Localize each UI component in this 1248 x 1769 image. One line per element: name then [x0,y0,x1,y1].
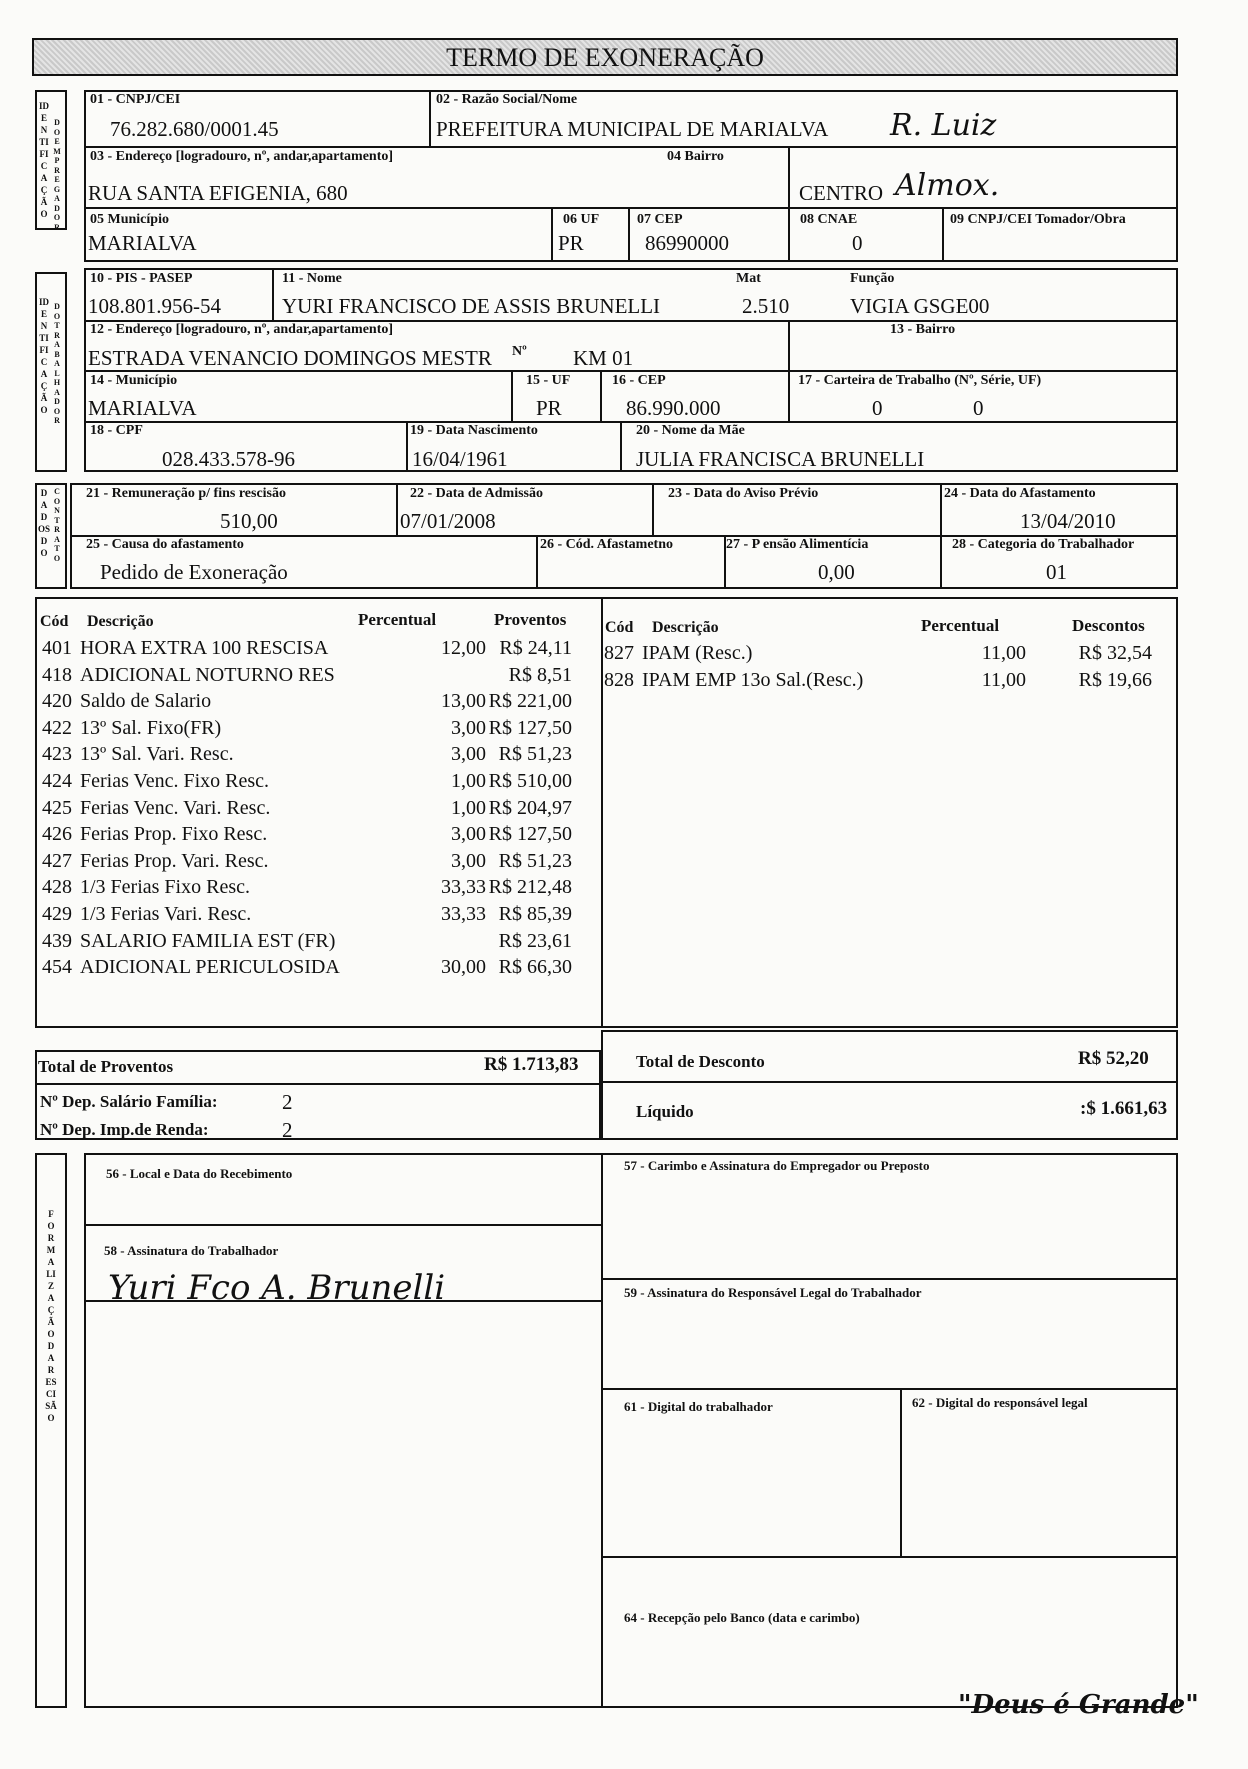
employer-cnpj-label: 01 - CNPJ/CEI [90,92,181,107]
contract-pensao: 0,00 [818,560,855,584]
item-value: R$ 221,00 [488,690,572,713]
employer-municipio-label: 05 Município [90,212,169,227]
item-description: HORA EXTRA 100 RESCISA [80,637,329,659]
item-description: Ferias Prop. Vari. Resc. [80,849,269,872]
item-description: 13º Sal. Fixo(FR) [80,716,222,739]
contract-remuneracao-label: 21 - Remuneração p/ fins rescisão [86,486,286,501]
item-percentual: 33,33 [441,876,486,899]
employer-uf: PR [558,231,584,255]
table-row [42,768,572,794]
item-description: Ferias Prop. Fixo Resc. [80,823,268,846]
worker-mat: 2.510 [742,294,790,318]
item-value: R$ 66,30 [498,956,572,979]
worker-ctps-numero: 0 [872,396,883,420]
descontos-header-desc: Descrição [652,619,719,636]
contract-pensao-label: 27 - P ensão Alimentícia [726,537,869,552]
total-desconto: R$ 52,20 [1078,1048,1149,1069]
item-percentual: 3,00 [451,716,486,739]
proventos-header-val: Proventos [494,610,567,629]
dep-familia: 2 [282,1090,293,1114]
worker-nome-label: 11 - Nome [282,271,342,286]
proventos-header-cod: Cód [40,613,69,630]
item-code: 427 [42,849,72,872]
worker-mae-label: 20 - Nome da Mãe [636,423,745,438]
total-desconto-label: Total de Desconto [636,1052,765,1071]
item-code: 425 [42,796,72,819]
item-percentual: 11,00 [981,642,1026,664]
table-row [42,688,572,714]
footer-note: "Deus é Grande" [958,1690,1199,1720]
item-percentual: 3,00 [451,849,486,872]
employer-side-label-2: DO EMPREGADOR [53,118,61,232]
item-description: 13º Sal. Vari. Resc. [80,743,234,766]
item-description: Ferias Venc. Vari. Resc. [80,796,271,819]
worker-pis-label: 10 - PIS - PASEP [90,271,193,286]
item-value: R$ 85,39 [498,903,572,925]
worker-endereco-label: 12 - Endereço [logradouro, nº, andar,apartamento] [90,322,394,337]
contract-categoria: 01 [1046,560,1067,584]
item-value: R$ 8,51 [508,663,572,686]
item-description: IPAM EMP 13o Sal.(Resc.) [642,668,864,691]
dep-familia-label: Nº Dep. Salário Família: [40,1092,218,1111]
item-code: 429 [42,903,72,925]
worker-cep-label: 16 - CEP [612,373,666,388]
employer-bairro-label: 04 Bairro [667,149,724,164]
item-description: IPAM (Resc.) [642,642,753,664]
item-code: 827 [604,642,634,664]
item-code: 428 [42,876,72,899]
item-value: R$ 127,50 [488,823,572,846]
employer-side-label-1: IDENTIFICAÇÃO [38,101,49,219]
contract-categoria-label: 28 - Categoria do Trabalhador [952,537,1135,552]
item-description: 1/3 Ferias Vari. Resc. [80,903,252,925]
employer-endereco-label: 03 - Endereço [logradouro, nº, andar,apartamento] [90,149,394,164]
employer-uf-label: 06 UF [563,212,600,227]
contract-admissao: 07/01/2008 [400,509,496,533]
item-value: R$ 51,23 [498,743,572,766]
item-percentual: 1,00 [451,770,486,792]
employer-tomador-label: 09 CNPJ/CEI Tomador/Obra [950,212,1126,227]
contract-side-label-2: CONTRATO [53,487,61,563]
worker-municipio: MARIALVA [88,396,197,420]
worker-uf: PR [536,396,562,420]
worker-nascimento-label: 19 - Data Nascimento [410,423,538,438]
item-percentual: 13,00 [441,690,486,713]
formalizacao-side-label: FORMALIZAÇÃO DA RESCISÃO [45,1209,57,1423]
item-value: R$ 24,11 [499,637,572,659]
item-code: 426 [42,823,72,846]
worker-funcao-label: Função [850,271,895,286]
worker-cep: 86.990.000 [626,396,721,420]
item-code: 401 [42,637,72,659]
table-row [42,848,572,874]
worker-cpf: 028.433.578-96 [162,447,295,471]
worker-nome: YURI FRANCISCO DE ASSIS BRUNELLI [282,294,661,318]
item-percentual: 1,00 [451,796,486,819]
item-code: 422 [42,716,72,739]
descontos-header-val: Descontos [1072,616,1145,635]
employer-box [84,90,1178,262]
item-value: R$ 19,66 [1078,668,1152,691]
total-proventos: R$ 1.713,83 [484,1054,579,1075]
employer-signature-2: Almox. [895,168,1000,203]
contract-remuneracao: 510,00 [220,509,278,533]
employer-endereco: RUA SANTA EFIGENIA, 680 [88,181,348,205]
worker-numero: KM 01 [573,346,634,370]
proventos-header-desc: Descrição [87,613,154,630]
item-percentual: 11,00 [981,668,1026,691]
item-percentual: 30,00 [441,956,486,979]
item-percentual: 3,00 [451,823,486,846]
liquido-label: Líquido [636,1102,694,1121]
item-value: R$ 127,50 [488,716,572,739]
item-code: 439 [42,929,72,952]
item-value: R$ 510,00 [488,770,572,792]
table-row [42,662,572,688]
worker-signature: Yuri Fco A. Brunelli [108,1268,446,1308]
employer-signature-1: R. Luiz [890,108,997,143]
local-data-label: 56 - Local e Data do Recebimento [106,1166,293,1181]
table-row [42,954,572,980]
worker-mae: JULIA FRANCISCA BRUNELLI [636,447,925,471]
table-row [42,928,572,954]
employer-razao-label: 02 - Razão Social/Nome [436,92,578,107]
worker-side-label-1: IDENTIFICAÇÃO [38,297,49,415]
item-description: ADICIONAL NOTURNO RES [80,663,335,686]
item-code: 828 [604,668,634,691]
carimbo-empregador-label: 57 - Carimbo e Assinatura do Empregador ou Preposto [624,1158,930,1173]
worker-numero-label: Nº [512,344,527,359]
dep-renda-label: Nº Dep. Imp.de Renda: [40,1120,209,1139]
descontos-header-pct: Percentual [921,616,1000,635]
contract-afastamento-label: 24 - Data do Afastamento [944,486,1096,501]
worker-nascimento: 16/04/1961 [412,447,508,471]
item-description: Saldo de Salario [80,690,212,713]
total-proventos-label: Total de Proventos [38,1057,174,1076]
contract-causa-label: 25 - Causa do afastamento [86,537,244,552]
table-row [42,635,572,661]
dep-renda: 2 [282,1118,293,1142]
item-value: R$ 23,61 [498,929,572,952]
employer-municipio: MARIALVA [88,231,197,255]
contract-afastamento: 13/04/2010 [1020,509,1116,533]
item-percentual: 3,00 [451,743,486,766]
responsavel-legal-label: 59 - Assinatura do Responsável Legal do Trabalhador [624,1285,922,1300]
item-percentual: 12,00 [441,637,486,659]
table-row [42,795,572,821]
item-description: ADICIONAL PERICULOSIDA [80,956,340,979]
employer-razao: PREFEITURA MUNICIPAL DE MARIALVA [436,117,829,141]
recepcao-banco-label: 64 - Recepção pelo Banco (data e carimbo) [624,1610,860,1625]
document-title: TERMO DE EXONERAÇÃO [32,38,1178,76]
employer-cnae: 0 [852,231,863,255]
employer-cep-label: 07 CEP [637,212,683,227]
contract-side-label-1: DADOS DO [38,488,51,558]
table-row [42,821,572,847]
item-percentual: 33,33 [441,903,486,925]
table-row [604,640,1152,666]
worker-side-label-2: DO TRABALHADOR [53,302,61,425]
worker-endereco: ESTRADA VENANCIO DOMINGOS MESTR [88,346,492,370]
table-row [42,901,572,927]
worker-pis: 108.801.956-54 [88,294,221,318]
item-code: 420 [42,690,72,713]
item-description: SALARIO FAMILIA EST (FR) [80,929,336,952]
item-code: 418 [42,663,72,686]
employer-cnae-label: 08 CNAE [800,212,858,227]
contract-causa: Pedido de Exoneração [100,560,288,584]
contract-aviso-label: 23 - Data do Aviso Prévio [668,486,819,501]
worker-cpf-label: 18 - CPF [90,423,143,438]
worker-ctps-serie: 0 [973,396,984,420]
worker-uf-label: 15 - UF [526,373,571,388]
item-value: R$ 51,23 [498,849,572,872]
employer-cnpj: 76.282.680/0001.45 [110,117,279,141]
item-description: Ferias Venc. Fixo Resc. [80,770,270,792]
contract-cod-afast-label: 26 - Cód. Afastametno [540,537,673,552]
item-value: R$ 32,54 [1078,642,1152,664]
assinatura-trabalhador-label: 58 - Assinatura do Trabalhador [104,1243,279,1258]
totals-right-box [601,1030,1178,1140]
table-row [604,667,1152,693]
table-row [42,715,572,741]
item-description: 1/3 Ferias Fixo Resc. [80,876,250,899]
liquido: :$ 1.661,63 [1080,1098,1168,1119]
item-value: R$ 204,97 [488,796,572,819]
table-row [42,741,572,767]
proventos-header-pct: Percentual [358,610,437,629]
item-value: R$ 212,48 [488,876,572,899]
employer-bairro: CENTRO [799,181,883,205]
digital-trabalhador-label: 61 - Digital do trabalhador [624,1399,773,1414]
descontos-header-cod: Cód [605,619,634,636]
contract-admissao-label: 22 - Data de Admissão [410,486,544,501]
worker-mat-label: Mat [736,271,761,286]
digital-responsavel-label: 62 - Digital do responsável legal [912,1395,1088,1410]
worker-municipio-label: 14 - Município [90,373,178,388]
worker-bairro-label: 13 - Bairro [890,322,956,337]
item-code: 454 [42,956,72,979]
item-code: 424 [42,770,72,792]
item-code: 423 [42,743,72,766]
employer-cep: 86990000 [645,231,729,255]
table-row [42,874,572,900]
worker-funcao: VIGIA GSGE00 [850,294,990,318]
worker-ctps-label: 17 - Carteira de Trabalho (Nº, Série, UF) [798,373,1042,388]
